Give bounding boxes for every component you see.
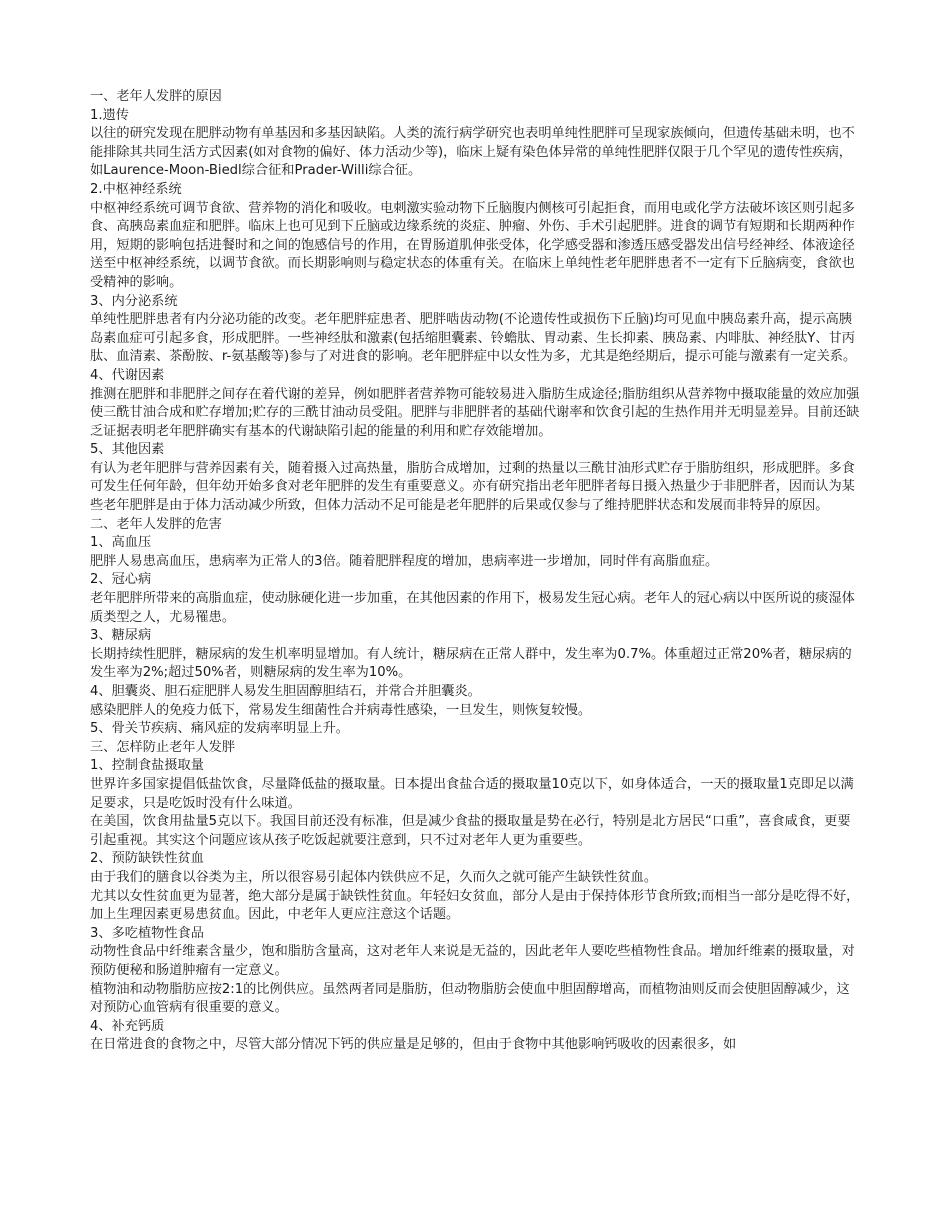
subsection-heading: 4、胆囊炎、胆石症肥胖人易发生胆固醇胆结石，并常合并胆囊炎。 — [90, 684, 481, 699]
paragraph: 在美国，饮食用盐量5克以下。我国目前还没有标准，但是减少食盐的摄取量是势在必行，特别是北方居民“口重”，喜食咸食，更要引起重视。其实这个问题应该从孩子吃饭起就要注意到，只不过对老年人更为重要些。 — [90, 814, 851, 848]
paragraph: 长期持续性肥胖，糖尿病的发生机率明显增加。有人统计，糖尿病在正常人群中，发生率为0.7%。体重超过正常20%者，糖尿病的发生率为2%;超过50%者，则糖尿病的发生率为10%。 — [90, 646, 852, 681]
subsection-heading: 1、控制食盐摄取量 — [90, 758, 204, 774]
subsection-heading: 3、多吃植物性食品 — [90, 925, 204, 941]
paragraph: 单纯性肥胖患者有内分泌功能的改变。老年肥胖症患者、肥胖啮齿动物(不论遗传性或损伤下丘脑)均可见血中胰岛素升高，提示高胰岛素血症可引起多食，形成肥胖。一些神经肽和激素(包括缩胆囊素、铃蟾肽、胃动素、生长抑素、胰岛素、内啡肽、神经肽Y、甘丙肽、血清素、茶酚胺、r-氨基酸等)参与了对进食的影响。老年肥胖症中以女性为多，尤其是绝经期后，提示可能与激素有一定关系。 — [90, 312, 857, 365]
paragraph: 推测在肥胖和非肥胖之间存在着代谢的差异，例如肥胖者营养物可能较易进入脂肪生成途径;脂肪组织从营养物中摄取能量的效应加强使三酰甘油合成和贮存增加;贮存的三酰甘油动员受阻。肥胖与非肥胖者的基础代谢率和饮食引起的生热作用并无明显差异。目前还缺乏证据表明老年肥胖确实有基本的代谢缺陷引起的能量的利用和贮存效能增加。 — [90, 386, 860, 439]
subsection-heading: 2、预防缺铁性贫血 — [90, 851, 204, 867]
section-heading: 三、怎样防止老年人发胖 — [90, 739, 236, 755]
paragraph: 在日常进食的食物之中，尽管大部分情况下钙的供应量是足够的，但由于食物中其他影响钙吸收的因素很多，如 — [90, 1037, 737, 1053]
subsection-heading: 1.遗传 — [90, 107, 129, 123]
paragraph: 尤其以女性贫血更为显著，绝大部分是属于缺铁性贫血。年轻妇女贫血，部分人是由于保持体形节食所致;而相当一部分是吃得不好，加上生理因素更易患贫血。因此，中老年人更应注意这个话题。 — [90, 888, 860, 923]
subsection-heading: 3、糖尿病 — [90, 628, 152, 644]
paragraph: 感染肥胖人的免疫力低下，常易发生细菌性合并病毒性感染，一旦发生，则恢复较慢。 — [90, 702, 592, 718]
paragraph: 以往的研究发现在肥胖动物有单基因和多基因缺陷。人类的流行病学研究也表明单纯性肥胖可呈现家族倾向，但遗传基础未明，也不能排除其共同生活方式因素(如对食物的偏好、体力活动少等)，临床上疑有染色体异常的单纯性肥胖仅限于几个罕见的遗传性疾病，如Laurence-Moon-Biedl综合征和Prader-Willi综合征。 — [90, 126, 855, 179]
paragraph: 老年肥胖所带来的高脂血症，使动脉硬化进一步加重，在其他因素的作用下，极易发生冠心病。老年人的冠心病以中医所说的痰湿体质类型之人，尤易罹患。 — [90, 591, 855, 625]
paragraph: 由于我们的膳食以谷类为主，所以很容易引起体内铁供应不足，久而久之就可能产生缺铁性贫血。 — [90, 869, 658, 885]
subsection-heading: 4、代谢因素 — [90, 367, 165, 383]
subsection-heading: 5、骨关节疾病、痛风症的发病率明显上升。 — [90, 721, 349, 737]
paragraph: 动物性食品中纤维素含量少，饱和脂肪含量高，这对老年人来说是无益的，因此老年人要吃些植物性食品。增加纤维素的摄取量，对预防便秘和肠道肿瘤有一定意义。 — [90, 944, 855, 978]
paragraph: 有认为老年肥胖与营养因素有关，随着摄入过高热量，脂肪合成增加，过剩的热量以三酰甘油形式贮存于脂肪组织，形成肥胖。多食可发生任何年龄，但年幼开始多食对老年肥胖的发生有重要意义。亦有研究指出老年肥胖者每日摄入热量少于非肥胖者，因而认为某些老年肥胖是由于体力活动减少所致，但体力活动不足可能是老年肥胖的后果或仅参与了维持肥胖状态和发展而非特异的原因。 — [90, 460, 855, 514]
subsection-heading: 5、其他因素 — [90, 442, 165, 458]
subsection-heading: 1、高血压 — [90, 535, 152, 551]
section-heading: 一、老年人发胖的原因 — [90, 89, 222, 104]
paragraph: 世界许多国家提倡低盐饮食，尽量降低盐的摄取量。日本提出食盐合适的摄取量10克以下，如身体适合，一天的摄取量1克即足以满足要求，只是吃饭时没有什么味道。 — [90, 776, 854, 811]
paragraph: 植物油和动物脂肪应按2:1的比例供应。虽然两者同是脂肪，但动物脂肪会使血中胆固醇增高，而植物油则反而会使胆固醇减少，这对预防心血管病有很重要的意义。 — [90, 981, 850, 1016]
subsection-heading: 3、内分泌系统 — [90, 293, 178, 309]
document-body — [90, 88, 862, 1055]
subsection-heading: 4、补充钙质 — [90, 1018, 165, 1034]
subsection-heading: 2.中枢神经系统 — [90, 181, 182, 197]
paragraph: 肥胖人易患高血压，患病率为正常人的3倍。随着肥胖程度的增加，患病率进一步增加，同时伴有高脂血症。 — [90, 553, 719, 569]
section-heading: 二、老年人发胖的危害 — [90, 516, 222, 532]
paragraph: 中枢神经系统可调节食欲、营养物的消化和吸收。电刺激实验动物下丘脑腹内侧核可引起拒食，而用电或化学方法破坏该区则引起多食、高胰岛素血症和肥胖。临床上也可见到下丘脑或边缘系统的炎症、肿瘤、外伤、手术引起肥胖。进食的调节有短期和长期两种作用，短期的影响包括进餐时和之间的饱感信号的作用，在胃肠道肌伸张受体，化学感受器和渗透压感受器发出信号经神经、体液途径送至中枢神经系统，以调节食欲。而长期影响则与稳定状态的体重有关。在临床上单纯性老年肥胖患者不一定有下丘脑病变，食欲也受精神的影响。 — [90, 200, 855, 290]
subsection-heading: 2、冠心病 — [90, 572, 152, 588]
